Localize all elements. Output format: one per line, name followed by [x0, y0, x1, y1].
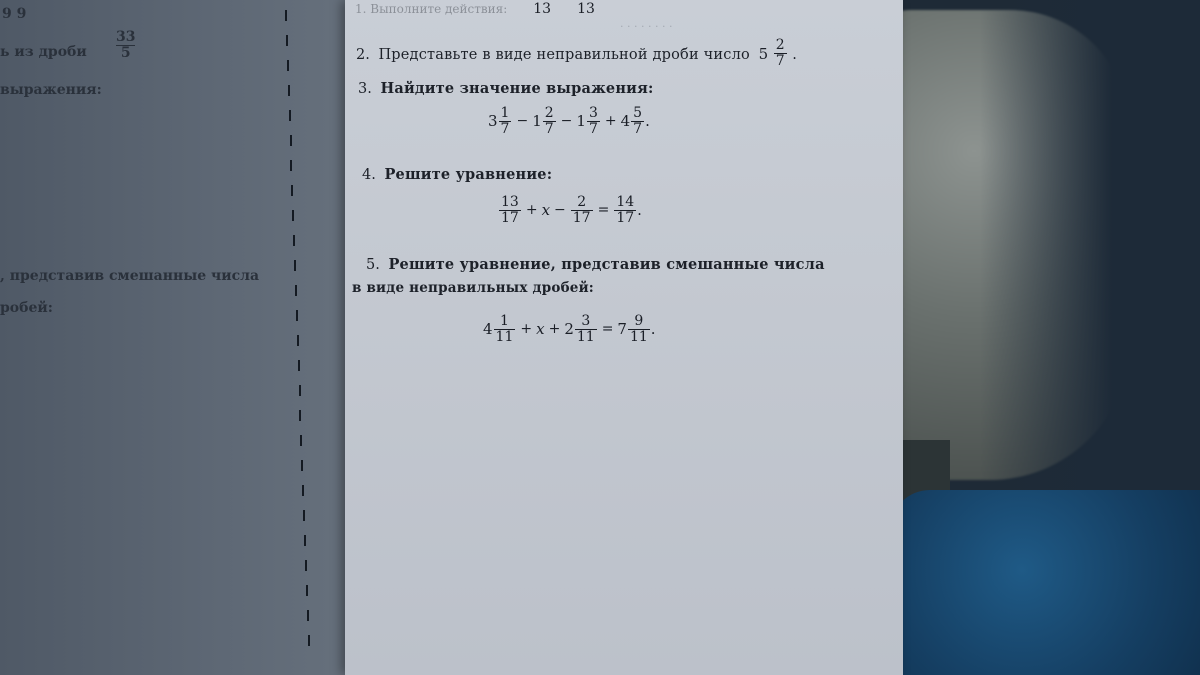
- expr3-term4-whole: 4: [620, 112, 631, 131]
- task-4-number: 4.: [362, 167, 376, 183]
- expr4-fraction1: [499, 195, 521, 225]
- cut-line-dash: [302, 485, 304, 496]
- cut-line-dash: [307, 610, 309, 621]
- cut-line-dash: [291, 185, 293, 196]
- expr3-term2-whole: 1: [532, 112, 542, 131]
- expr3-term3-den: 7: [588, 120, 598, 137]
- expr3-term1-num: 1: [500, 105, 510, 121]
- expr5-term3-fraction: [628, 314, 650, 344]
- task-3: [358, 80, 654, 97]
- expr5-term3-num: 9: [634, 313, 644, 329]
- expr3-term3-fraction: [587, 106, 600, 136]
- task-3-expression: [488, 106, 650, 136]
- task-5-text-2: в виде неправильных дробей:: [352, 280, 594, 296]
- left-fragment-5: робей:: [0, 300, 53, 316]
- task-4-text: Решите уравнение:: [384, 166, 553, 183]
- expr3-term1-fraction: [499, 106, 512, 136]
- expr5-equals: =: [601, 321, 614, 338]
- expr4-op2: −: [554, 202, 566, 219]
- expr3-term4-num: 5: [633, 105, 643, 121]
- expr5-op2: +: [548, 321, 561, 338]
- expr5-term2-num: 3: [581, 313, 591, 329]
- cut-line-dash: [300, 435, 302, 446]
- expr5-term2-fraction: [575, 314, 597, 344]
- task-1-denominator-b: 13: [577, 1, 595, 17]
- expr4-fraction2: [571, 195, 593, 225]
- expr3-term3-num: 3: [588, 105, 598, 121]
- expr3-op3: +: [604, 113, 617, 130]
- task-2-fraction-den: 7: [775, 52, 785, 69]
- left-fragment-3: выражения:: [0, 82, 102, 98]
- expr3-period: .: [645, 112, 650, 131]
- cut-line-dash: [303, 510, 305, 521]
- cut-line-dash: [295, 285, 297, 296]
- expr3-term4-den: 7: [633, 120, 643, 137]
- expr3-term3-whole: 1: [576, 112, 586, 131]
- expr3-op2: −: [560, 113, 573, 130]
- cut-line-dash: [297, 335, 299, 346]
- task-5-expression: [483, 314, 656, 344]
- cut-line-dash: [306, 585, 308, 596]
- expr4-f2-den: 17: [572, 209, 591, 226]
- cut-line-dash: [288, 85, 290, 96]
- cut-line-dash: [285, 10, 287, 21]
- expr5-term3-den: 11: [629, 328, 648, 345]
- cut-line-dash: [294, 260, 296, 271]
- task-2-text: Представьте в виде неправильной дроби число: [378, 47, 750, 64]
- expr5-term3-whole: 7: [617, 320, 627, 339]
- background-blanket: [890, 490, 1200, 675]
- cut-line-dash: [304, 535, 306, 546]
- expr5-term2-whole: 2: [564, 320, 574, 339]
- left-fraction: [116, 30, 135, 62]
- cut-line-dash: [287, 60, 289, 71]
- task-2-fraction-num: 2: [775, 37, 785, 53]
- cut-line-dash: [286, 35, 288, 46]
- expr4-f2-num: 2: [577, 194, 587, 210]
- cut-line-dash: [290, 160, 292, 171]
- expr3-term1-den: 7: [500, 120, 510, 137]
- task-1-fragment: [355, 0, 685, 18]
- task-5-number: 5.: [366, 257, 380, 273]
- task-2-number: 2.: [356, 47, 370, 64]
- expr5-op1: +: [520, 321, 533, 338]
- task-4-expression: [498, 195, 642, 225]
- task-5: [366, 256, 825, 273]
- left-fraction-num: 33: [116, 29, 136, 45]
- left-fragment-4: , представив смешанные числа: [0, 268, 260, 284]
- expr4-f3-num: 14: [616, 194, 635, 210]
- task-4: [362, 166, 552, 183]
- expr4-equals: =: [597, 202, 610, 219]
- left-fragment-1: 9 9: [2, 6, 27, 22]
- expr4-fraction3: [614, 195, 636, 225]
- cut-line-dash: [298, 360, 300, 371]
- cut-line-dash: [292, 210, 294, 221]
- background-shadow: [980, 0, 1200, 520]
- task-5-line-2: [352, 280, 594, 296]
- cut-line-dash: [290, 135, 292, 146]
- expr3-term2-num: 2: [544, 105, 554, 121]
- expr5-term1-whole: 4: [483, 320, 493, 339]
- expr5-term1-fraction: [494, 314, 516, 344]
- task-1-partial-text: 1. Выполните действия:: [355, 2, 508, 16]
- expr3-term2-fraction: [543, 106, 556, 136]
- task-2-period: .: [792, 47, 797, 64]
- expr4-f1-den: 17: [501, 209, 519, 226]
- expr5-period: .: [650, 320, 656, 339]
- bleed-through-text: · · · · · · · ·: [620, 20, 673, 33]
- expr3-op1: −: [516, 113, 529, 130]
- left-page: [0, 0, 345, 675]
- left-fraction-den: 5: [116, 45, 135, 61]
- expr5-variable: x: [536, 320, 545, 339]
- task-1-denominator-a: 13: [533, 1, 552, 17]
- expr4-f1-num: 13: [501, 194, 519, 210]
- task-2-whole: 5: [758, 45, 769, 64]
- expr4-variable: x: [541, 201, 551, 220]
- cut-line-dash: [293, 235, 295, 246]
- cut-line-dash: [299, 385, 301, 396]
- cut-line: [280, 0, 330, 675]
- task-2: [356, 37, 797, 70]
- cut-line-dash: [308, 635, 310, 646]
- task-3-text: Найдите значение выражения:: [380, 80, 654, 97]
- expr4-f3-den: 17: [616, 209, 635, 226]
- cut-line-dash: [299, 410, 301, 421]
- task-3-number: 3.: [358, 81, 372, 97]
- cut-line-dash: [296, 310, 298, 321]
- left-fragment-2: ь из дроби: [0, 44, 87, 60]
- task-5-text: Решите уравнение, представив смешанные числа: [388, 256, 825, 273]
- expr5-term1-num: 1: [500, 313, 509, 329]
- cut-line-dash: [305, 560, 307, 571]
- expr5-term2-den: 11: [576, 328, 595, 345]
- cut-line-dash: [289, 110, 291, 121]
- expr3-term1-whole: 3: [488, 112, 498, 131]
- expr3-term2-den: 7: [544, 120, 554, 137]
- expr4-op1: +: [525, 202, 538, 219]
- task-2-fraction: [774, 38, 787, 68]
- expr3-term4-fraction: [631, 106, 644, 136]
- expr5-term1-den: 11: [495, 328, 514, 345]
- cut-line-dash: [301, 460, 303, 471]
- expr4-period: .: [637, 201, 642, 220]
